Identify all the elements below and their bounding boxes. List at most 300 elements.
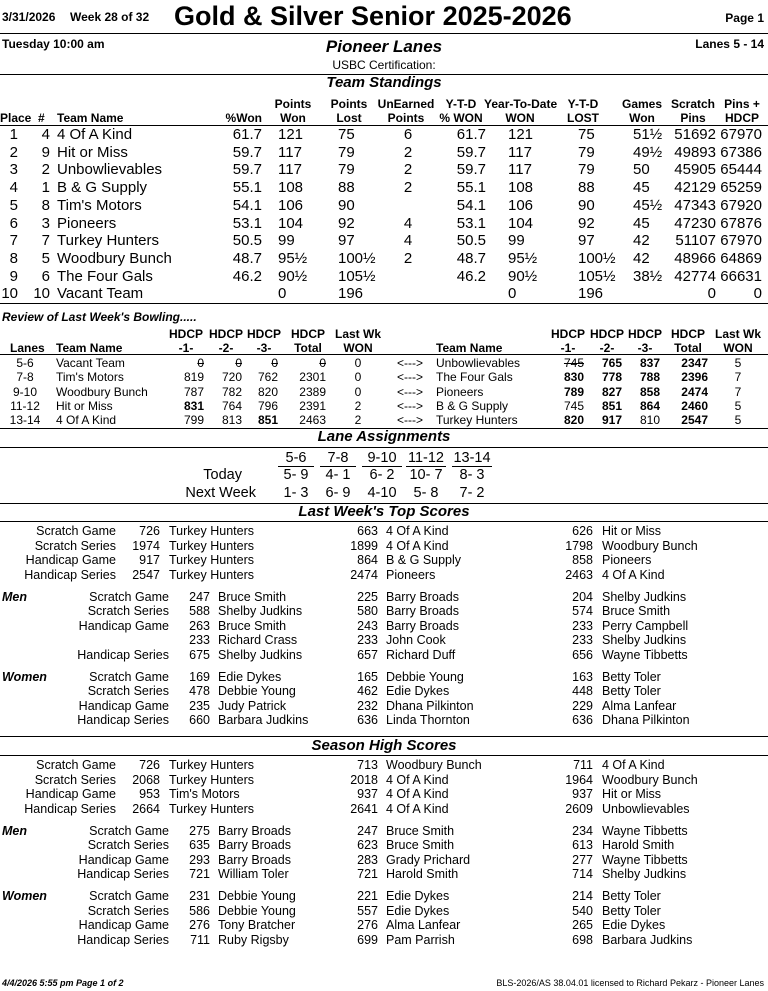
score-name-1: William Toler bbox=[218, 867, 289, 881]
score-name-1: Barbara Judkins bbox=[218, 713, 309, 727]
score-name-2: Dhana Pilkinton bbox=[386, 698, 474, 713]
standings-games-won: 42 bbox=[633, 249, 650, 267]
score-name-1: Turkey Hunters bbox=[169, 538, 254, 553]
score-value-1: 293 bbox=[189, 852, 210, 867]
review-team-b: The Four Gals bbox=[436, 370, 513, 385]
review-team-b: Turkey Hunters bbox=[436, 413, 518, 428]
review-lanes: 9-10 bbox=[12, 384, 38, 399]
hdr-text: Points bbox=[330, 97, 368, 111]
score-name-2: Edie Dykes bbox=[386, 903, 450, 918]
standings-scratch-pins: 0 bbox=[707, 285, 716, 303]
score-value-2: 580 bbox=[357, 604, 378, 618]
score-value-1: 276 bbox=[189, 918, 210, 932]
hdr-text: -1- bbox=[560, 341, 576, 355]
today-matchup: 8- 3 bbox=[459, 467, 485, 483]
review-b-total: 2460 bbox=[681, 398, 708, 413]
review-b-game2: 917 bbox=[601, 413, 622, 428]
hdr-unearned bbox=[376, 97, 436, 125]
score-name-1: Debbie Young bbox=[218, 684, 296, 698]
report-date: 3/31/2026 bbox=[2, 10, 56, 24]
score-value-3: 858 bbox=[572, 553, 593, 567]
today-matchup: 4- 1 bbox=[325, 467, 351, 483]
review-b-total: 2474 bbox=[681, 384, 708, 399]
review-lanes: 5-6 bbox=[16, 356, 34, 370]
score-name-2: Pam Parrish bbox=[386, 932, 455, 947]
hdr-place: Place bbox=[0, 111, 32, 125]
review-a-game3: 796 bbox=[257, 398, 278, 413]
score-name-2: 4 Of A Kind bbox=[386, 772, 449, 787]
score-name-1: Shelby Judkins bbox=[218, 647, 303, 662]
review-team-a: Woodbury Bunch bbox=[56, 384, 148, 399]
lane-assignments-title: Lane Assignments bbox=[317, 428, 451, 445]
score-category: Scratch Series bbox=[87, 903, 169, 918]
score-value-1: 675 bbox=[189, 647, 210, 662]
review-b-game2: 827 bbox=[601, 384, 622, 399]
standings-ytd-lost: 97 bbox=[578, 232, 595, 250]
rv-hdr-total-b bbox=[668, 327, 708, 355]
score-name-1: Ruby Rigsby bbox=[218, 932, 289, 947]
standings-team-name: Pioneers bbox=[57, 214, 117, 232]
review-vs-arrow: <---> bbox=[397, 370, 424, 385]
review-b-won: 7 bbox=[734, 370, 742, 385]
standings-points-won: 95½ bbox=[278, 249, 308, 267]
review-a-game3: 820 bbox=[257, 384, 278, 399]
score-name-2: 4 Of A Kind bbox=[386, 524, 449, 538]
review-a-game2: 720 bbox=[221, 370, 242, 385]
standings-scratch-pins: 45905 bbox=[674, 161, 716, 179]
season-high-title: Season High Scores bbox=[311, 737, 457, 754]
hdr-text: Total bbox=[294, 341, 322, 355]
review-b-game1: 789 bbox=[563, 384, 584, 399]
hdr-points-won bbox=[268, 97, 318, 125]
score-category: Scratch Game bbox=[89, 589, 169, 604]
score-value-1: 2547 bbox=[132, 567, 160, 582]
review-b-game3: 858 bbox=[639, 384, 660, 399]
standings-team-name: Vacant Team bbox=[57, 285, 144, 303]
standings-games-won: 49½ bbox=[633, 143, 663, 161]
standings-ytd-pct: 48.7 bbox=[456, 249, 486, 267]
rv-hdr-total bbox=[288, 327, 328, 355]
score-value-3: 937 bbox=[572, 787, 593, 801]
review-a-won: 0 bbox=[354, 356, 362, 370]
score-value-1: 721 bbox=[189, 867, 210, 881]
score-value-2: 657 bbox=[357, 647, 378, 662]
score-value-1: 953 bbox=[139, 787, 160, 801]
hdr-text: % WON bbox=[439, 111, 483, 125]
score-value-3: 2609 bbox=[565, 801, 593, 816]
hdr-text: HDCP bbox=[168, 327, 203, 341]
score-category: Handicap Game bbox=[78, 918, 169, 932]
score-value-2: 636 bbox=[357, 713, 378, 727]
score-category: Handicap Series bbox=[24, 567, 116, 582]
hdr-text: WON bbox=[343, 341, 373, 355]
standings-scratch-pins: 42774 bbox=[674, 267, 716, 285]
score-value-2: 663 bbox=[357, 524, 378, 538]
usbc-cert: USBC Certification: bbox=[332, 58, 436, 72]
standings-points-won: 0 bbox=[278, 285, 287, 303]
score-value-2: 462 bbox=[357, 684, 378, 698]
score-value-3: 214 bbox=[572, 889, 593, 903]
score-category: Scratch Series bbox=[34, 772, 116, 787]
review-b-won: 5 bbox=[734, 413, 742, 428]
hdr-text: -3- bbox=[637, 341, 653, 355]
standings-place: 10 bbox=[1, 285, 18, 303]
standings-games-won: 45½ bbox=[633, 196, 663, 214]
lane-pair: 13-14 bbox=[453, 450, 491, 466]
hdr-text: Last Wk bbox=[334, 327, 381, 341]
standings-pct-won: 54.1 bbox=[232, 196, 262, 214]
standings-team-number: 9 bbox=[41, 143, 50, 161]
review-a-won: 0 bbox=[354, 370, 362, 385]
standings-unearned-points: 2 bbox=[403, 161, 413, 179]
standings-points-lost: 79 bbox=[338, 161, 355, 179]
standings-ytd-lost: 79 bbox=[578, 143, 595, 161]
review-a-total: 0 bbox=[319, 356, 326, 370]
score-value-3: 698 bbox=[572, 932, 593, 947]
score-value-3: 233 bbox=[572, 618, 593, 633]
standings-place: 5 bbox=[9, 196, 18, 214]
standings-ytd-lost: 196 bbox=[578, 285, 604, 303]
standings-scratch-pins: 47230 bbox=[674, 214, 716, 232]
score-category: Scratch Game bbox=[89, 889, 169, 903]
score-value-1: 169 bbox=[189, 669, 210, 684]
score-value-3: 448 bbox=[572, 684, 593, 698]
score-value-1: 586 bbox=[189, 903, 210, 918]
rv-hdr-team-b: Team Name bbox=[436, 341, 503, 355]
score-name-2: B & G Supply bbox=[386, 553, 462, 567]
review-vs-arrow: <---> bbox=[397, 398, 424, 413]
hdr-pct-won: %Won bbox=[225, 111, 262, 125]
score-name-3: Unbowlievables bbox=[602, 801, 690, 816]
standings-ytd-pct: 55.1 bbox=[456, 179, 486, 197]
score-value-3: 234 bbox=[572, 823, 593, 838]
score-name-1: Richard Crass bbox=[218, 633, 298, 647]
rv-hdr-g2 bbox=[208, 327, 244, 355]
score-name-1: Turkey Hunters bbox=[169, 524, 254, 538]
day-time: Tuesday 10:00 am bbox=[2, 37, 105, 51]
hdr-text: WON bbox=[723, 341, 753, 355]
standings-ytd-won: 106 bbox=[508, 196, 534, 214]
standings-pct-won: 59.7 bbox=[232, 161, 262, 179]
standings-ytd-lost: 105½ bbox=[578, 267, 616, 285]
score-name-3: Harold Smith bbox=[602, 838, 675, 852]
score-value-2: 557 bbox=[357, 903, 378, 918]
review-b-won: 5 bbox=[734, 356, 742, 370]
standings-pins-hdcp: 67970 bbox=[720, 126, 762, 143]
score-value-2: 283 bbox=[357, 852, 378, 867]
score-name-1: Bruce Smith bbox=[218, 618, 287, 633]
hdr-text: Won bbox=[629, 111, 655, 125]
score-name-3: Wayne Tibbetts bbox=[602, 852, 688, 867]
standings-team-name: The Four Gals bbox=[57, 267, 153, 285]
score-name-2: 4 Of A Kind bbox=[386, 538, 449, 553]
standings-team-number: 8 bbox=[41, 196, 50, 214]
score-category: Scratch Game bbox=[36, 524, 116, 538]
standings-scratch-pins: 51107 bbox=[675, 232, 716, 250]
score-value-3: 1798 bbox=[565, 538, 593, 553]
women-label: Women bbox=[2, 889, 47, 903]
review-b-game1: 745 bbox=[563, 356, 584, 370]
score-value-2: 721 bbox=[357, 867, 378, 881]
standings-place: 7 bbox=[9, 232, 18, 250]
score-category: Handicap Game bbox=[78, 852, 169, 867]
score-value-2: 1899 bbox=[350, 538, 378, 553]
score-category: Scratch Series bbox=[87, 684, 169, 698]
score-category: Handicap Game bbox=[25, 787, 116, 801]
standings-scratch-pins: 48966 bbox=[674, 249, 716, 267]
standings-ytd-pct: 59.7 bbox=[456, 161, 486, 179]
score-value-1: 635 bbox=[189, 838, 210, 852]
standings-points-lost: 79 bbox=[338, 143, 355, 161]
standings-ytd-pct: 46.2 bbox=[456, 267, 486, 285]
hdr-text: Pins + bbox=[724, 97, 760, 111]
score-name-3: Wayne Tibbetts bbox=[602, 823, 688, 838]
review-team-a: 4 Of A Kind bbox=[56, 413, 117, 428]
standings-ytd-won: 117 bbox=[508, 161, 532, 179]
review-b-game3: 810 bbox=[639, 413, 660, 428]
rv-hdr-team: Team Name bbox=[56, 341, 123, 355]
score-value-3: 656 bbox=[572, 647, 593, 662]
lanes-range: Lanes 5 - 14 bbox=[695, 37, 764, 51]
standings-ytd-won: 104 bbox=[508, 214, 534, 232]
next-week-matchup: 5- 8 bbox=[413, 485, 439, 501]
standings-ytd-pct: 54.1 bbox=[456, 196, 486, 214]
review-b-won: 7 bbox=[734, 384, 742, 399]
week-label: Week 28 of 32 bbox=[70, 10, 150, 24]
standings-team-number: 2 bbox=[41, 161, 50, 179]
score-name-2: Barry Broads bbox=[386, 604, 459, 618]
score-name-2: Richard Duff bbox=[386, 647, 456, 662]
score-value-2: 225 bbox=[357, 589, 378, 604]
standings-games-won: 45 bbox=[633, 214, 650, 232]
score-category: Handicap Game bbox=[25, 553, 116, 567]
review-a-game2: 0 bbox=[235, 356, 242, 370]
rv-hdr-lanes: Lanes bbox=[10, 341, 45, 355]
standings-ytd-won: 95½ bbox=[508, 249, 538, 267]
standings-ytd-lost: 92 bbox=[578, 214, 595, 232]
today-label: Today bbox=[203, 467, 242, 483]
score-value-1: 2664 bbox=[132, 801, 160, 816]
review-a-game3: 851 bbox=[257, 413, 278, 428]
score-name-2: Alma Lanfear bbox=[386, 918, 461, 932]
score-value-2: 247 bbox=[357, 823, 378, 838]
standings-ytd-lost: 90 bbox=[578, 196, 595, 214]
score-value-2: 864 bbox=[357, 553, 378, 567]
standings-unearned-points: 2 bbox=[403, 179, 413, 197]
women-label: Women bbox=[2, 669, 47, 684]
score-value-2: 243 bbox=[357, 618, 378, 633]
standings-team-name: Unbowlievables bbox=[57, 161, 163, 179]
review-b-total: 2547 bbox=[681, 413, 708, 428]
score-name-3: Hit or Miss bbox=[602, 524, 662, 538]
score-name-3: Shelby Judkins bbox=[602, 633, 687, 647]
score-name-1: Edie Dykes bbox=[218, 669, 282, 684]
review-a-total: 2389 bbox=[299, 384, 326, 399]
standings-points-lost: 196 bbox=[338, 285, 364, 303]
standings-points-won: 90½ bbox=[278, 267, 308, 285]
hdr-text: Points bbox=[274, 97, 312, 111]
review-b-total: 2347 bbox=[681, 356, 708, 370]
standings-team-number: 3 bbox=[41, 214, 50, 232]
review-a-game3: 762 bbox=[257, 370, 278, 385]
score-value-1: 263 bbox=[189, 618, 210, 633]
standings-scratch-pins: 42129 bbox=[674, 179, 716, 197]
standings-ytd-lost: 79 bbox=[578, 161, 595, 179]
lane-pair: 5-6 bbox=[278, 450, 314, 467]
today-matchup: 5- 9 bbox=[283, 467, 309, 483]
standings-ytd-won: 99 bbox=[508, 232, 525, 250]
standings-ytd-lost: 88 bbox=[578, 179, 595, 197]
standings-team-name: Turkey Hunters bbox=[57, 232, 159, 250]
hdr-text: Games bbox=[621, 97, 663, 111]
score-value-3: 711 bbox=[573, 758, 593, 772]
score-name-3: Woodbury Bunch bbox=[602, 538, 698, 553]
score-value-1: 478 bbox=[189, 684, 210, 698]
standings-unearned-points: 2 bbox=[403, 143, 413, 161]
review-a-game3: 0 bbox=[271, 356, 278, 370]
score-name-3: Wayne Tibbetts bbox=[602, 647, 688, 662]
score-value-2: 232 bbox=[357, 698, 378, 713]
standings-ytd-pct: 59.7 bbox=[456, 143, 486, 161]
score-value-3: 265 bbox=[572, 918, 593, 932]
review-a-total: 2391 bbox=[299, 398, 326, 413]
standings-pins-hdcp: 67970 bbox=[720, 232, 762, 250]
score-name-1: Bruce Smith bbox=[218, 589, 287, 604]
score-name-3: Betty Toler bbox=[602, 889, 661, 903]
review-vs-arrow: <---> bbox=[397, 413, 424, 428]
score-value-3: 233 bbox=[572, 633, 593, 647]
score-category: Scratch Series bbox=[87, 838, 169, 852]
standings-pins-hdcp: 67920 bbox=[720, 196, 762, 214]
next-week-matchup: 4-10 bbox=[367, 485, 397, 501]
score-value-2: 2641 bbox=[350, 801, 378, 816]
score-name-3: Betty Toler bbox=[602, 669, 661, 684]
rv-hdr-g1-b bbox=[550, 327, 586, 355]
review-a-total: 2463 bbox=[299, 413, 326, 428]
hdr-text: -1- bbox=[178, 341, 194, 355]
hdr-text: -2- bbox=[218, 341, 234, 355]
score-name-2: John Cook bbox=[386, 633, 446, 647]
score-value-1: 235 bbox=[189, 698, 210, 713]
standings-place: 3 bbox=[9, 161, 18, 179]
score-value-3: 540 bbox=[572, 903, 593, 918]
standings-place: 2 bbox=[9, 143, 18, 161]
standings-place: 1 bbox=[9, 126, 18, 143]
review-b-game3: 837 bbox=[639, 356, 660, 370]
score-value-3: 574 bbox=[572, 604, 593, 618]
score-name-3: Dhana Pilkinton bbox=[602, 713, 690, 727]
standings-ytd-pct: 50.5 bbox=[456, 232, 486, 250]
lane-pair: 9-10 bbox=[362, 450, 402, 467]
score-category: Scratch Game bbox=[89, 823, 169, 838]
rv-hdr-g2-b bbox=[589, 327, 625, 355]
standings-pins-hdcp: 0 bbox=[753, 285, 762, 303]
standings-ytd-won: 0 bbox=[508, 285, 517, 303]
score-name-2: 4 Of A Kind bbox=[386, 787, 449, 801]
hdr-text: HDCP bbox=[589, 327, 624, 341]
hdr-points-lost bbox=[324, 97, 374, 125]
score-category: Scratch Series bbox=[34, 538, 116, 553]
standings-games-won: 38½ bbox=[633, 267, 663, 285]
score-name-3: Betty Toler bbox=[602, 903, 661, 918]
score-name-2: Bruce Smith bbox=[386, 838, 455, 852]
review-a-game2: 782 bbox=[221, 384, 242, 399]
score-name-3: Edie Dykes bbox=[602, 918, 666, 932]
print-timestamp: 4/4/2026 5:55 pm Page 1 of 2 bbox=[2, 978, 124, 988]
score-value-1: 726 bbox=[139, 524, 160, 538]
score-name-3: Hit or Miss bbox=[602, 787, 662, 801]
hdr-text: HDCP bbox=[627, 327, 662, 341]
score-name-1: Barry Broads bbox=[218, 823, 291, 838]
standings-place: 9 bbox=[9, 267, 18, 285]
score-category: Scratch Series bbox=[87, 604, 169, 618]
score-value-2: 165 bbox=[357, 669, 378, 684]
standings-points-won: 106 bbox=[278, 196, 304, 214]
review-b-game1: 820 bbox=[563, 413, 584, 428]
standings-pins-hdcp: 67386 bbox=[720, 143, 762, 161]
standings-points-won: 99 bbox=[278, 232, 295, 250]
score-name-3: Bruce Smith bbox=[602, 604, 671, 618]
standings-ytd-won: 117 bbox=[508, 143, 532, 161]
review-lanes: 7-8 bbox=[16, 370, 34, 385]
review-a-won: 2 bbox=[354, 413, 362, 428]
review-b-game1: 745 bbox=[563, 398, 584, 413]
next-week-matchup: 1- 3 bbox=[283, 485, 309, 501]
review-b-game2: 765 bbox=[601, 356, 622, 370]
hdr-ytd-lost bbox=[560, 97, 606, 125]
score-name-2: Edie Dykes bbox=[386, 684, 450, 698]
bowling-center: Pioneer Lanes bbox=[325, 37, 443, 56]
score-value-1: 726 bbox=[139, 758, 160, 772]
hdr-text: -2- bbox=[599, 341, 615, 355]
score-name-3: 4 Of A Kind bbox=[602, 567, 665, 582]
score-name-3: Pioneers bbox=[602, 553, 652, 567]
score-name-1: Turkey Hunters bbox=[169, 772, 254, 787]
today-matchup: 10- 7 bbox=[409, 467, 443, 483]
score-name-2: Grady Prichard bbox=[386, 852, 471, 867]
standings-team-number: 6 bbox=[41, 267, 50, 285]
standings-title: Team Standings bbox=[326, 74, 442, 91]
league-title: Gold & Silver Senior 2025-2026 bbox=[174, 1, 572, 31]
review-team-a: Vacant Team bbox=[56, 356, 125, 370]
review-b-game1: 830 bbox=[563, 370, 584, 385]
score-name-3: 4 Of A Kind bbox=[602, 758, 665, 772]
review-a-game1: 819 bbox=[183, 370, 204, 385]
review-b-won: 5 bbox=[734, 398, 742, 413]
score-name-1: Turkey Hunters bbox=[169, 758, 254, 772]
score-name-1: Turkey Hunters bbox=[169, 567, 254, 582]
standings-pct-won: 50.5 bbox=[232, 232, 262, 250]
score-category: Handicap Series bbox=[77, 647, 169, 662]
score-value-1: 275 bbox=[189, 823, 210, 838]
score-value-3: 636 bbox=[572, 713, 593, 727]
hdr-text: Lost bbox=[336, 111, 362, 125]
standings-team-name: Woodbury Bunch bbox=[57, 249, 172, 267]
standings-pins-hdcp: 65444 bbox=[720, 161, 762, 179]
standings-ytd-pct: 53.1 bbox=[456, 214, 486, 232]
standings-team-number: 1 bbox=[41, 179, 50, 197]
score-value-2: 221 bbox=[357, 889, 378, 903]
score-name-2: 4 Of A Kind bbox=[386, 801, 449, 816]
score-name-2: Pioneers bbox=[386, 567, 436, 582]
hdr-text: Scratch bbox=[670, 97, 716, 111]
score-value-1: 2068 bbox=[132, 772, 160, 787]
score-name-2: Barry Broads bbox=[386, 589, 459, 604]
standings-points-lost: 88 bbox=[338, 179, 355, 197]
standings-points-lost: 105½ bbox=[338, 267, 376, 285]
score-category: Handicap Series bbox=[77, 713, 169, 727]
standings-pins-hdcp: 66631 bbox=[720, 267, 762, 285]
